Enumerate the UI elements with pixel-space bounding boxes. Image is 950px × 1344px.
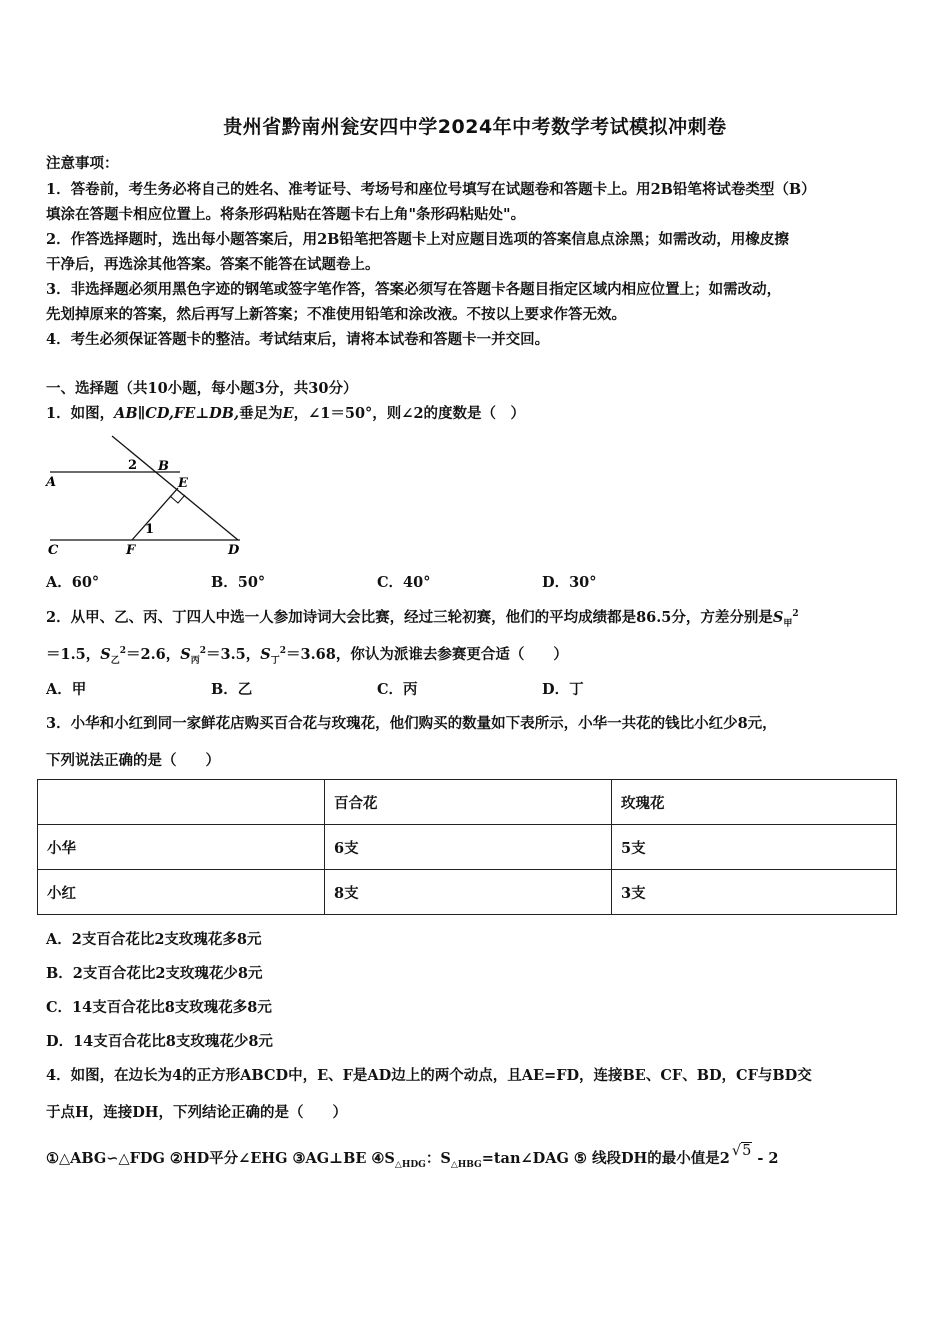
table-row	[38, 825, 897, 870]
q2-option-a: A．甲	[46, 681, 87, 698]
notice-item-3-line-1: 3．非选择题必须用黑色字迹的钢笔或签字笔作答，答案必须写在答题卡各题目指定区域内相应位置上；如需改动，	[46, 281, 782, 298]
q1-option-c: C．40°	[377, 574, 431, 591]
label-b: B	[158, 459, 169, 474]
line-fe	[132, 488, 178, 540]
label-angle-1: 1	[145, 522, 155, 537]
label-c: C	[48, 543, 59, 558]
q2-s-jia: S	[772, 609, 784, 626]
q2-line-1-text: 2．从甲、乙、丙、丁四人中选一人参加诗词大会比赛，经过三轮初赛，他们的平均成绩都是86.5分，方差分别是	[46, 609, 773, 626]
q1-point-e: E	[282, 405, 294, 422]
table-cell: 小红	[38, 870, 325, 915]
q2-var-bing: ＝3.5，	[206, 646, 261, 663]
q2-sub-bing: 丙	[190, 655, 200, 666]
sqrt-radicand: 5	[742, 1143, 752, 1159]
question-1-figure	[40, 430, 260, 558]
q2-sub-yi: 乙	[110, 655, 120, 666]
notice-item-4: 4．考生必须保证答题卡的整洁。考试结束后，请将本试卷和答题卡一并交回。	[46, 331, 550, 348]
table-cell: 小华	[38, 825, 325, 870]
q4-statements-part-3: =tan∠DAG ⑤ 线段DH的最小值是2	[481, 1150, 730, 1167]
notice-item-2-line-1: 2．作答选择题时，选出每小题答案后，用2B铅笔把答题卡上对应题目选项的答案信息点涂黑；如需改动，用橡皮擦	[46, 231, 789, 248]
question-2-line-1	[46, 606, 799, 629]
q2-sub-jia: 甲	[783, 618, 793, 629]
q1-suffix: ，∠1＝50°，则∠2的度数是（ ）	[293, 405, 526, 422]
q2-var-ding: ＝3.68，你认为派谁去参赛更合适（ ）	[286, 646, 568, 663]
table-cell: 3支	[612, 870, 897, 915]
right-angle-mark	[170, 495, 185, 503]
q1-mid: 垂足为	[239, 405, 283, 422]
q3-option-a: A．2支百合花比2支玫瑰花多8元	[46, 931, 262, 948]
q2-sup-jia: 2	[792, 609, 799, 620]
q2-s-bing: S	[180, 646, 191, 663]
question-4-line-3	[46, 1143, 779, 1170]
q4-statements-part-4: - 2	[752, 1150, 779, 1167]
table-header-cell: 百合花	[325, 780, 612, 825]
q4-statements-part-2: ：S	[425, 1150, 451, 1167]
table-row	[38, 870, 897, 915]
line-db	[112, 436, 238, 540]
question-1-stem	[46, 402, 525, 423]
label-a: A	[46, 475, 57, 490]
q2-var-yi: ＝2.6，	[126, 646, 181, 663]
q2-var-jia: ＝1.5，	[46, 646, 101, 663]
notice-heading: 注意事项：	[46, 155, 119, 172]
question-3-line-1: 3．小华和小红到同一家鲜花店购买百合花与玫瑰花，他们购买的数量如下表所示，小华一共花的钱比小红少8元，	[46, 715, 777, 732]
section-heading: 一、选择题（共10小题，每小题3分，共30分）	[46, 380, 358, 397]
question-4-line-2: 于点H，连接DH，下列结论正确的是（ ）	[46, 1104, 347, 1121]
q3-option-c: C．14支百合花比8支玫瑰花多8元	[46, 999, 272, 1016]
q1-math: AB∥CD,FE⊥DB,	[114, 405, 240, 422]
q4-statements-part-1: ①△ABG∽△FDG ②HD平分∠EHG ③AG⊥BE ④S	[46, 1150, 395, 1167]
table-cell: 8支	[325, 870, 612, 915]
q2-sup-ding: 2	[279, 646, 286, 657]
q2-s-yi: S	[100, 646, 111, 663]
notice-item-3-line-2: 先划掉原来的答案，然后再写上新答案；不准使用铅笔和涂改液。不按以上要求作答无效。	[46, 306, 626, 323]
q3-option-b: B．2支百合花比2支玫瑰花少8元	[46, 965, 263, 982]
table-header-cell	[38, 780, 325, 825]
q4-sub-hdg: △HDG	[394, 1159, 426, 1170]
label-f: F	[126, 543, 136, 558]
q2-s-ding: S	[260, 646, 271, 663]
notice-item-2-line-2: 干净后，再选涂其他答案。答案不能答在试题卷上。	[46, 256, 380, 273]
sqrt-symbol: √5	[731, 1143, 752, 1159]
notice-item-1-line-1: 1．答卷前，考生务必将自己的姓名、准考证号、考场号和座位号填写在试题卷和答题卡上。用2B铅笔将试卷类型（B）	[46, 181, 816, 198]
notice-item-1-line-2: 填涂在答题卡相应位置上。将条形码粘贴在答题卡右上角"条形码粘贴处"。	[46, 206, 526, 223]
table-cell: 6支	[325, 825, 612, 870]
question-4-line-1: 4．如图，在边长为4的正方形ABCD中，E、F是AD边上的两个动点，且AE=FD，连接BE、CF、BD，CF与BD交	[46, 1067, 812, 1084]
page-title: 贵州省黔南州瓮安四中学2024年中考数学考试模拟冲刺卷	[223, 116, 727, 138]
label-angle-2: 2	[128, 458, 138, 473]
q4-sub-hbg: △HBG	[450, 1159, 482, 1170]
q2-sup-yi: 2	[119, 646, 126, 657]
question-3-line-2: 下列说法正确的是（ ）	[46, 752, 220, 769]
table-cell: 5支	[612, 825, 897, 870]
q2-option-b: B．乙	[211, 681, 253, 698]
table-header-cell: 玫瑰花	[612, 780, 897, 825]
q1-option-b: B．50°	[211, 574, 266, 591]
q2-option-c: C．丙	[377, 681, 418, 698]
q1-option-a: A．60°	[46, 574, 100, 591]
flower-table	[37, 779, 897, 915]
question-2-line-2	[46, 643, 568, 666]
q3-option-d: D．14支百合花比8支玫瑰花少8元	[46, 1033, 273, 1050]
table-header-row	[38, 780, 897, 825]
q2-sup-bing: 2	[199, 646, 206, 657]
label-e: E	[178, 476, 188, 491]
label-d: D	[228, 543, 240, 558]
q2-option-d: D．丁	[542, 681, 584, 698]
q1-option-d: D．30°	[542, 574, 597, 591]
q2-sub-ding: 丁	[270, 655, 280, 666]
q1-prefix: 1．如图，	[46, 405, 115, 422]
